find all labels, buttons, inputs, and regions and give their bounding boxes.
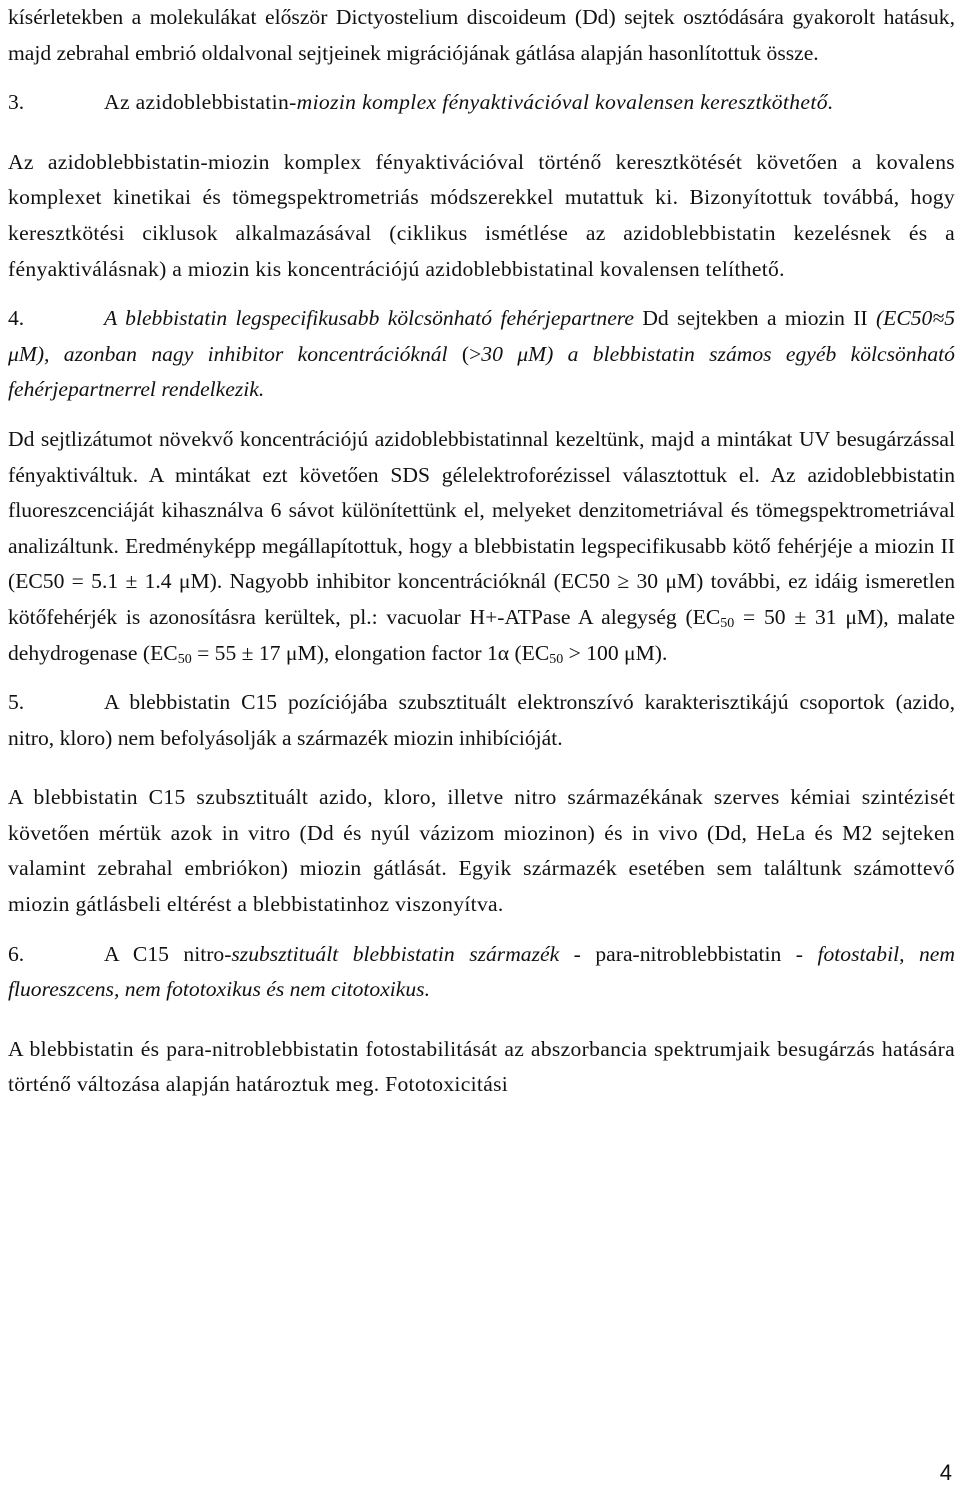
section-3-title-plain: Az azidoblebbistatin- xyxy=(104,90,297,115)
section-3-body: Az azidoblebbistatin-miozin komplex fényaktivációval történő keresztkötését követően a kovalens komplexet kinetikai és tömegspektrometriás módszerekkel mutattuk ki. Bizonyítottuk továbbá, hogy keresztkötési ciklusok alkalmazásával (ciklikus ismétlése az azidoblebbistatin kezelésnek és a fényaktiválásnak) a miozin kis koncentrációjú azidoblebbistatinal kovalensen telíthető. xyxy=(8,149,955,281)
document-page xyxy=(8,0,955,1103)
section-6-heading xyxy=(8,937,955,1008)
section-6-number: 6. xyxy=(8,941,25,966)
section-6-title-italic-a: szubsztituált blebbistatin származék xyxy=(231,941,560,966)
section-4-title-b: Dd sejtekben a miozin II xyxy=(633,306,876,331)
section-4-body-d: > 100 μM). xyxy=(563,640,668,665)
section-5-title: A blebbistatin C15 pozíciójába szubsztituált elektronszívó karakterisztikájú csoportok (azido, nitro, kloro) nem befolyásolják a származék miozin inhibícióját. xyxy=(8,690,955,750)
section-3-heading xyxy=(8,85,955,121)
section-4-body-b: = 50 ± 31 μM), malate dehydrogenase (EC xyxy=(8,604,955,665)
section-4-body xyxy=(8,422,955,671)
section-4-number: 4. xyxy=(8,306,25,331)
section-4-title-c: (EC50≈5 μM), azonban nagy inhibitor koncentrációknál xyxy=(8,306,955,366)
section-4-body-c: = 55 ± 17 μM), elongation factor 1α (EC xyxy=(191,640,550,665)
section-6-title-plain-a: A C15 nitro- xyxy=(104,941,232,966)
section-4-title-a: A blebbistatin legspecifikusabb kölcsönható fehérjepartnere xyxy=(104,306,634,331)
section-5-number: 5. xyxy=(8,690,25,715)
ec50-subscript-3: 50 xyxy=(549,651,564,667)
ec50-subscript-1: 50 xyxy=(720,615,735,631)
section-3-number: 3. xyxy=(8,90,25,115)
section-4-title-d: (> xyxy=(447,341,482,366)
page-number: 4 xyxy=(939,1460,952,1485)
section-4-heading xyxy=(8,301,955,408)
section-5-body: A blebbistatin C15 szubsztituált azido, kloro, illetve nitro származékának szerves kémiai szintézisét követően mértük azok in vitro (Dd és nyúl vázizom miozinon) és in vivo (Dd, HeLa és M2 sejteken valamint zebrahal embriókon) miozin gátlását. Egyik származék esetében sem találtunk számottevő miozin gátlásbeli eltérést a blebbistatinhoz viszonyítva. xyxy=(8,785,955,917)
section-5-heading xyxy=(8,685,955,756)
section-4-body-a: Dd sejtlizátumot növekvő koncentrációjú azidoblebbistatinnal kezeltünk, majd a mintákat UV besugárzással fényaktiváltuk. A mintákat ezt követően SDS gélelektroforézissel választottuk el. Az azidoblebbistatin fluoreszcenciáját kihasználva 6 sávot különítettünk el, melyeket denzitometriával és tömegspektrometriával analizáltunk. Eredményképp megállapítottuk, hogy a blebbistatin legspecifikusabb kötő fehérjéje a miozin II (EC50 = 5.1 ± 1.4 μM). Nagyobb inhibitor koncentrációknál (EC50 ≥ 30 μM) további, ez idáig ismeretlen kötőfehérjék is azonosításra kerültek, pl.: vacuolar H+-ATPase A alegység (EC xyxy=(8,426,955,629)
section-6-title-plain-b: - para-nitroblebbistatin - xyxy=(559,941,818,966)
section-6-body: A blebbistatin és para-nitroblebbistatin fotostabilitását az abszorbancia spektrumjaik besugárzás hatására történő változása alapján határoztuk meg. Fototoxicitási xyxy=(8,1036,955,1097)
intro-continued-paragraph: kísérletekben a molekulákat először Dictyostelium discoideum (Dd) sejtek osztódására gyakorolt hatásuk, majd zebrahal embrió oldalvonal sejtjeinek migrációjának gátlása alapján hasonlítottuk össze. xyxy=(8,5,955,65)
section-4-title-e: 30 μM) a blebbistatin számos egyéb kölcsönható fehérjepartnerrel rendelkezik. xyxy=(8,341,955,402)
section-6-title-italic-b: fotostabil, nem fluoreszcens, nem fototoxikus és nem citotoxikus. xyxy=(8,941,955,1002)
ec50-subscript-2: 50 xyxy=(177,651,192,667)
section-3-title-italic: miozin komplex fényaktivációval kovalensen keresztköthető. xyxy=(296,90,834,115)
